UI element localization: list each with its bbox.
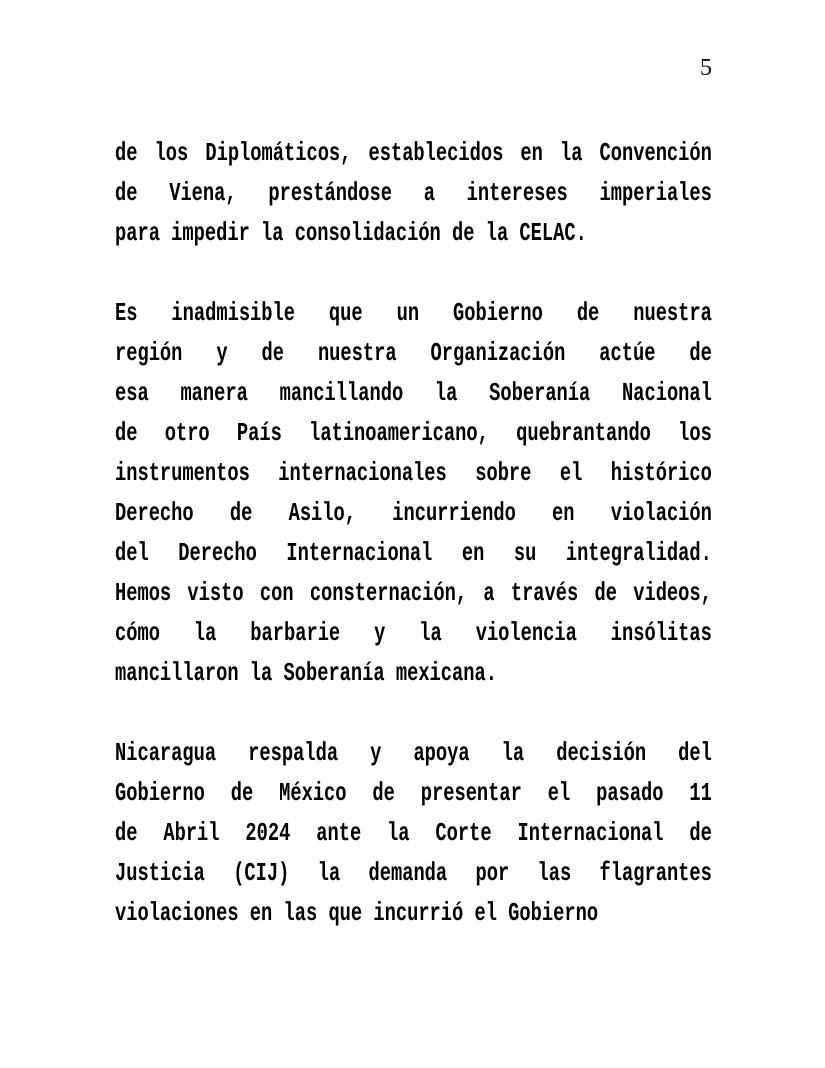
text-line: del Derecho Internacional en su integralidad. <box>115 538 712 568</box>
text-line: región y de nuestra Organización actúe de <box>115 338 712 368</box>
paragraph <box>115 133 712 253</box>
text-line: Hemos visto con consternación, a través de videos, <box>115 578 712 608</box>
text-line: Nicaragua respalda y apoya la decisión del <box>115 738 712 768</box>
text-line: para impedir la consolidación de la CELAC. <box>115 218 587 248</box>
text-line: Justicia (CIJ) la demanda por las flagrantes <box>115 858 712 888</box>
text-line: Es inadmisible que un Gobierno de nuestra <box>115 298 712 328</box>
text-line: violaciones en las que incurrió el Gobierno <box>115 898 599 928</box>
text-line: de Viena, prestándose a intereses imperiales <box>115 178 712 208</box>
text-line: cómo la barbarie y la violencia insólitas <box>115 618 712 648</box>
page-number: 5 <box>700 55 712 81</box>
text-line: mancillaron la Soberanía mexicana. <box>115 658 497 688</box>
text-line: de los Diplomáticos, establecidos en la Convención <box>115 138 712 168</box>
paragraph <box>115 293 712 693</box>
text-line: instrumentos internacionales sobre el histórico <box>115 458 712 488</box>
paragraph <box>115 733 712 933</box>
text-line: esa manera mancillando la Soberanía Nacional <box>115 378 712 408</box>
text-line: de Abril 2024 ante la Corte Internacional de <box>115 818 712 848</box>
document-body <box>115 133 712 933</box>
text-line: Gobierno de México de presentar el pasado 11 <box>115 778 712 808</box>
text-line: Derecho de Asilo, incurriendo en violación <box>115 498 712 528</box>
text-line: de otro País latinoamericano, quebrantando los <box>115 418 712 448</box>
